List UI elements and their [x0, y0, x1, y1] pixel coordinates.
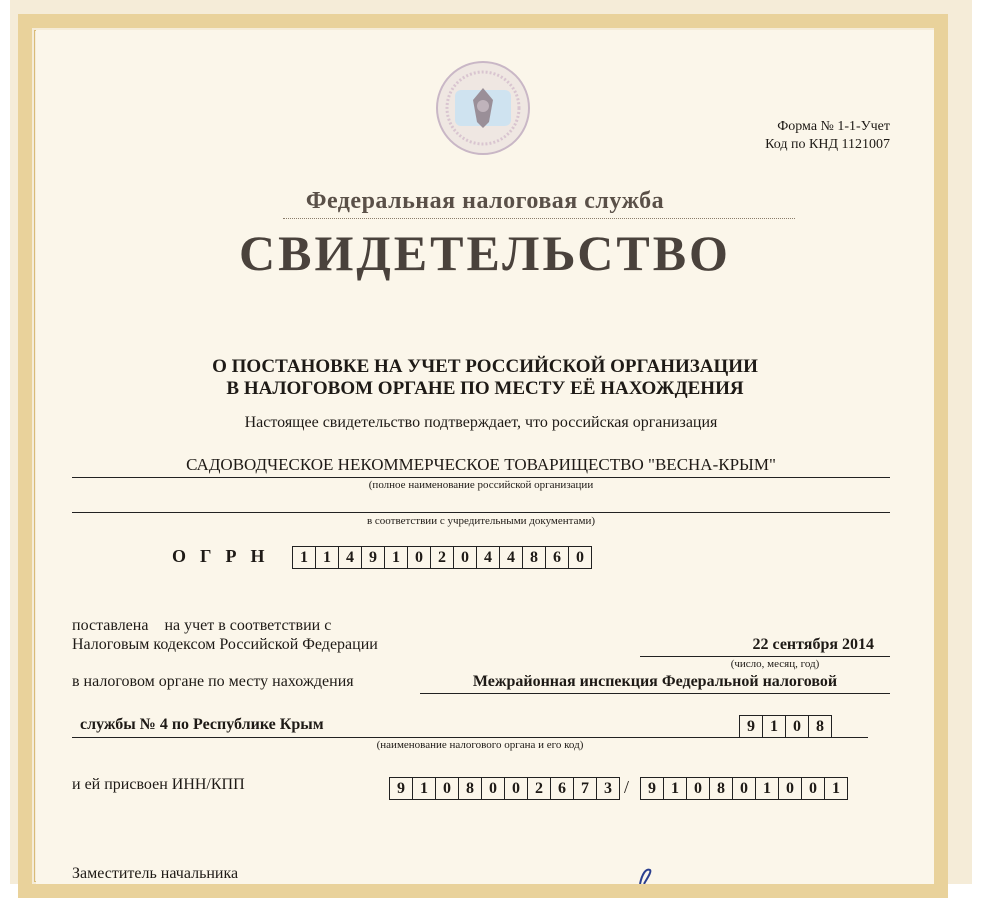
kpp-digit: 1 — [663, 777, 687, 800]
ogrn-digit: 0 — [453, 546, 477, 569]
knd-code: Код по КНД 1121007 — [765, 137, 890, 152]
ogrn-digit: 6 — [545, 546, 569, 569]
kpp-digit: 8 — [709, 777, 733, 800]
subtitle — [0, 356, 970, 400]
ogrn-digit: 1 — [315, 546, 339, 569]
authority-code-digit: 0 — [785, 715, 809, 738]
authority-underline-1 — [420, 693, 890, 694]
inn-digit: 6 — [550, 777, 574, 800]
kpp-digit: 1 — [755, 777, 779, 800]
organization-docs-caption: в соответствии с учредительными документами) — [366, 515, 595, 527]
kpp-digit: 1 — [824, 777, 848, 800]
ogrn-digit: 4 — [499, 546, 523, 569]
inn-digit: 1 — [412, 777, 436, 800]
confirm-text: Настоящее свидетельство подтверждает, что российская организация — [244, 414, 718, 431]
authority-code-cells — [740, 715, 832, 738]
agency-underline — [283, 218, 795, 219]
inn-kpp-separator: / — [624, 777, 630, 797]
authority-name-line-2: службы № 4 по Республике Крым — [80, 716, 324, 733]
placed-text-line-2: Налоговым кодексом Российской Федерации — [72, 636, 378, 653]
ogrn-digit: 1 — [384, 546, 408, 569]
authority-underline-2 — [72, 737, 868, 738]
ogrn-digit: 0 — [568, 546, 592, 569]
ogrn-digit: 2 — [430, 546, 454, 569]
ogrn-cells — [293, 546, 592, 569]
agency-name: Федеральная налоговая служба — [305, 188, 665, 214]
authority-code-digit: 1 — [762, 715, 786, 738]
inn-digit: 9 — [389, 777, 413, 800]
inn-digit: 7 — [573, 777, 597, 800]
signature-stroke-icon — [636, 866, 656, 884]
form-number: Форма № 1-1-Учет — [777, 119, 890, 134]
ogrn-digit: 4 — [338, 546, 362, 569]
organization-name: САДОВОДЧЕСКОЕ НЕКОММЕРЧЕСКОЕ ТОВАРИЩЕСТВО "ВЕСНА-КРЫМ" — [186, 455, 776, 474]
page-title: СВИДЕТЕЛЬСТВО — [239, 225, 731, 281]
authority-name-line-1: Межрайонная инспекция Федеральной налоговой — [472, 673, 838, 690]
ogrn-label: ОГРН — [172, 546, 279, 566]
subtitle-line-2: В НАЛОГОВОМ ОРГАНЕ ПО МЕСТУ ЕЁ НАХОЖДЕНИЯ — [226, 378, 744, 399]
authority-label: в налоговом органе по месту нахождения — [72, 673, 354, 690]
inn-digit: 3 — [596, 777, 620, 800]
kpp-digit: 9 — [640, 777, 664, 800]
ogrn-digit: 4 — [476, 546, 500, 569]
organization-underline — [72, 477, 890, 478]
ogrn-digit: 9 — [361, 546, 385, 569]
ogrn-digit: 8 — [522, 546, 546, 569]
registration-date: 22 сентября 2014 — [752, 636, 874, 653]
inn-digit: 0 — [504, 777, 528, 800]
emblem-hologram-icon — [435, 60, 531, 156]
date-underline — [640, 656, 890, 657]
inn-kpp-label: и ей присвоен ИНН/КПП — [72, 776, 245, 793]
kpp-digit: 0 — [801, 777, 825, 800]
kpp-digit: 0 — [686, 777, 710, 800]
placed-text-line-1: поставлена на учет в соответствии с — [72, 617, 332, 634]
authority-code-digit: 8 — [808, 715, 832, 738]
authority-caption: (наименование налогового органа и его код) — [376, 739, 584, 751]
kpp-digit: 0 — [778, 777, 802, 800]
signer-title: Заместитель начальника — [72, 865, 239, 882]
organization-underline-2 — [72, 512, 890, 513]
ogrn-digit: 1 — [292, 546, 316, 569]
kpp-digit: 0 — [732, 777, 756, 800]
date-caption: (число, месяц, год) — [730, 658, 820, 670]
inn-digit: 2 — [527, 777, 551, 800]
inn-cells — [390, 777, 620, 800]
kpp-cells — [641, 777, 848, 800]
organization-name-caption: (полное наименование российской организации — [368, 479, 594, 491]
inn-digit: 0 — [435, 777, 459, 800]
form-info — [765, 118, 890, 154]
authority-code-digit: 9 — [739, 715, 763, 738]
subtitle-line-1: О ПОСТАНОВКЕ НА УЧЕТ РОССИЙСКОЙ ОРГАНИЗАЦИИ — [212, 356, 758, 377]
inn-digit: 8 — [458, 777, 482, 800]
inn-digit: 0 — [481, 777, 505, 800]
ogrn-digit: 0 — [407, 546, 431, 569]
